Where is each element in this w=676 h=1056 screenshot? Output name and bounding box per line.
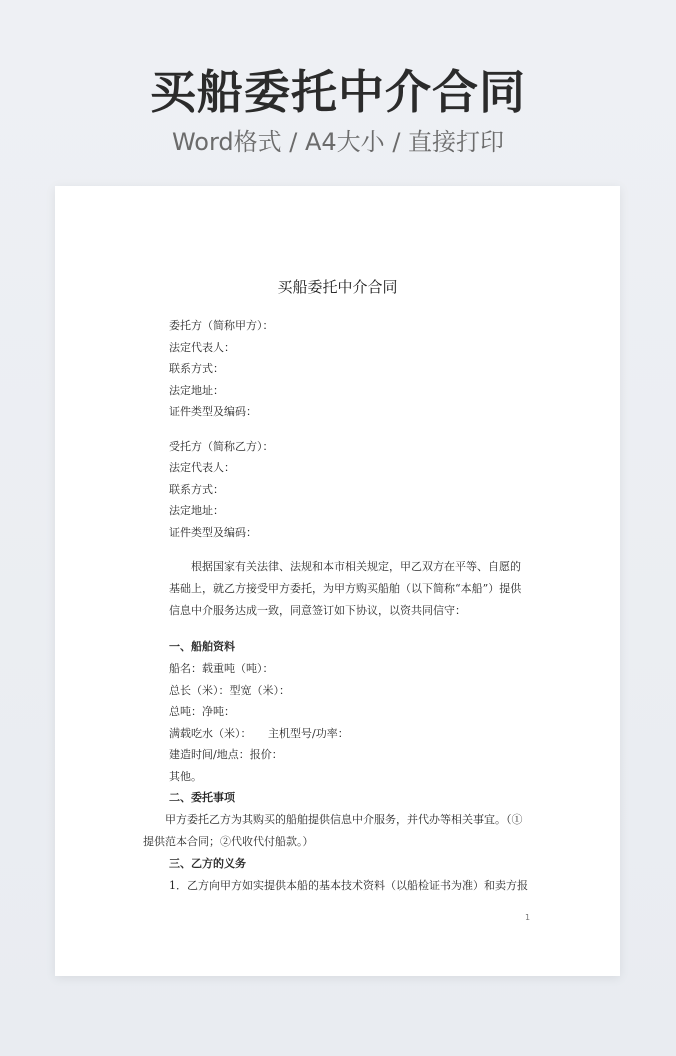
spacer [169, 543, 529, 556]
ship-info-line: 满载吃水（米）： 主机型号/功率： [169, 726, 349, 740]
party-b-contact: 联系方式： [169, 482, 224, 496]
banner-title: 买船委托中介合同 [150, 65, 526, 119]
spacer [169, 423, 529, 436]
ship-info-line: 总长（米）：型宽（米）： [169, 683, 290, 697]
party-b-name: 受托方（简称乙方）： [169, 439, 274, 453]
document-page [55, 186, 620, 976]
ship-info-line: 建造时间/地点：报价： [169, 748, 283, 761]
party-a-address: 法定地址： [169, 383, 224, 397]
document-title: 买船委托中介合同 [277, 278, 398, 296]
section-1-heading: 一、船舶资料 [169, 640, 235, 653]
party-a-representative: 法定代表人： [169, 340, 235, 354]
banner [0, 62, 676, 158]
section-3-heading: 三、乙方的义务 [169, 857, 246, 870]
intro-paragraph: 根据国家有关法律、法规和本市相关规定，甲乙双方在平等、自愿的基础上，就乙方接受甲方委托，为甲方购买船舶（以下简称“本船”）提供信息中介服务达成一致，同意签订如下协议，以资共同信守： [169, 560, 522, 617]
section-2-text: 甲方委托乙方为其购买的船舶提供信息中介服务，并代办等相关事宜。（①提供范本合同；②代收代付船款。） [143, 813, 523, 848]
section-3-text: 1．乙方向甲方如实提供本船的基本技术资料（以船检证书为准）和卖方报 [169, 879, 528, 892]
party-a-id: 证件类型及编码： [169, 405, 257, 418]
section-2-heading: 二、委托事项 [169, 791, 235, 804]
party-b-representative: 法定代表人： [169, 461, 235, 474]
party-a-name: 委托方（简称甲方）： [169, 319, 274, 332]
ship-info-line: 总吨：净吨： [169, 705, 235, 718]
banner-subtitle: Word格式 / A4大小 / 直接打印 [171, 128, 505, 156]
party-b-address: 法定地址： [169, 504, 224, 517]
ship-info-line: 船名：载重吨（吨）： [169, 662, 274, 675]
document-body [143, 315, 529, 897]
ship-info-line: 其他。 [169, 769, 202, 783]
page-number: 1 [525, 913, 531, 922]
party-a-contact: 联系方式： [169, 362, 224, 375]
party-b-id: 证件类型及编码： [169, 525, 257, 539]
